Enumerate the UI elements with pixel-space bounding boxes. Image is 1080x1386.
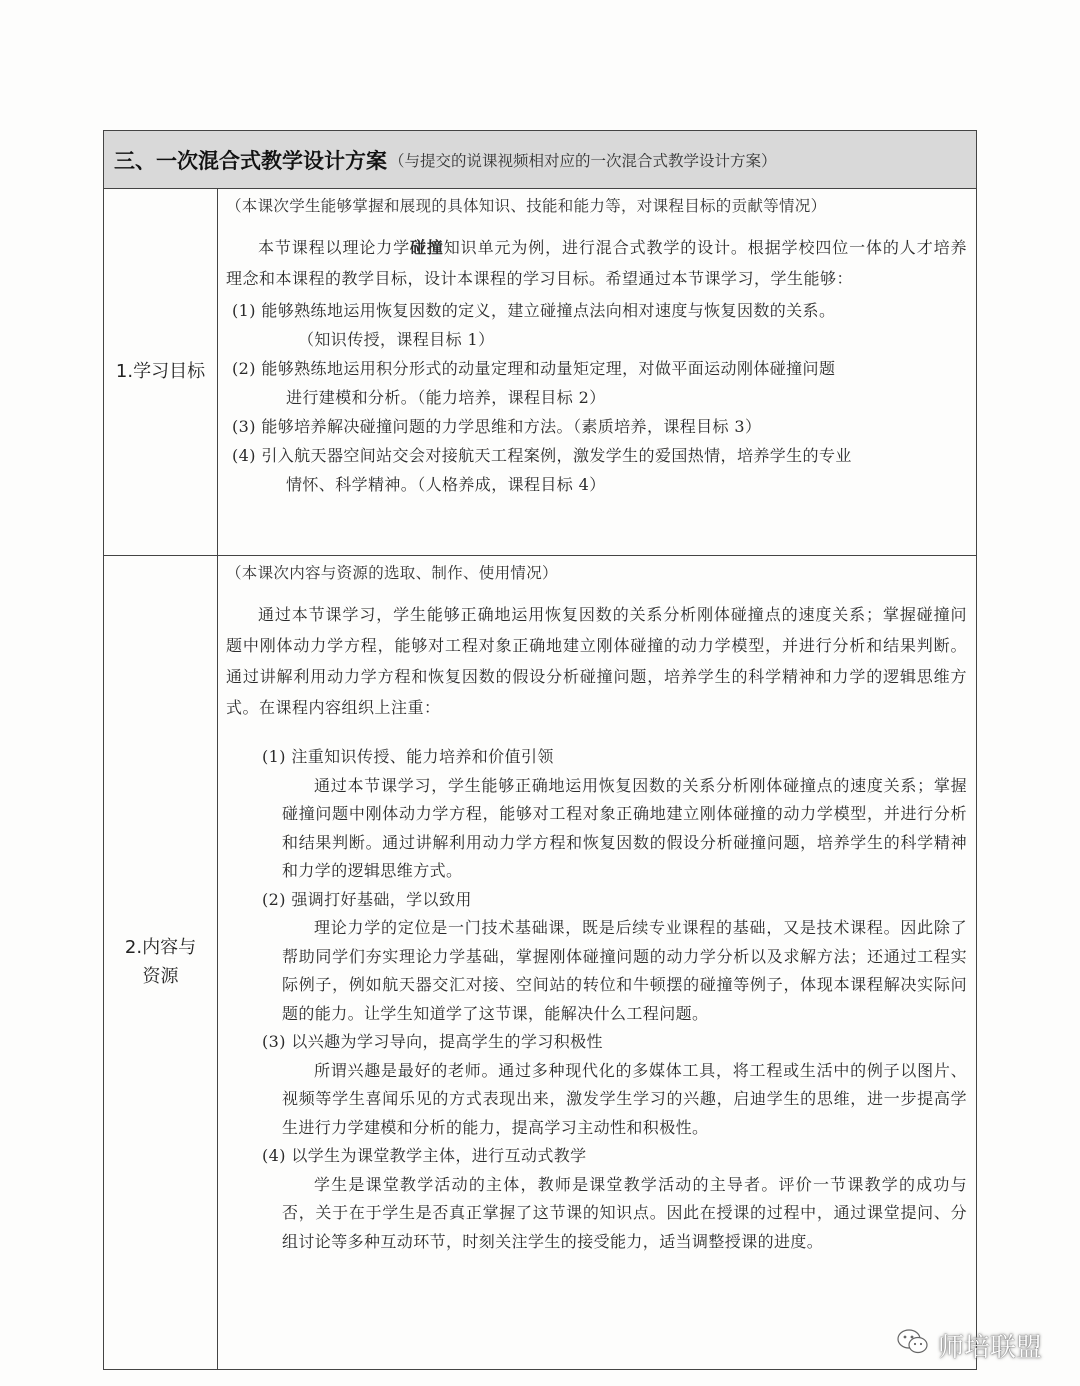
row-label-objectives [104, 189, 218, 555]
list-item-heading: (2) 强调打好基础，学以致用 [262, 889, 472, 909]
list-item: (4) 引入航天器空间站交会对接航天工程案例，激发学生的爱国热情，培养学生的专业 情怀、科学精神。（人格养成，课程目标 4） [232, 446, 852, 494]
list-item-body: 学生是课堂教学活动的主体，教师是课堂教学活动的主导者。评价一节课教学的成功与否，关于在于学生是否真正掌握了这节课的知识点。因此在授课的过程中，通过课堂提问、分组讨论等多种互动环节，时刻关注学生的接受能力，适当调整授课的进度。 [282, 1174, 967, 1251]
list-item-body: 理论力学的定位是一门技术基础课，既是后续专业课程的基础，又是技术课程。因此除了帮助同学们夯实理论力学基础，掌握刚体碰撞问题的动力学分析以及求解方法；还通过工程实际例子，例如航天器交汇对接、空间站的转位和牛顿摆的碰撞等例子，体现本课程解决实际问题的能力。让学生知道学了这节课，能解决什么工程问题。 [282, 918, 967, 1023]
intro-text-post: 知识单元为例，进行混合式教学的设计。根据学校四位一体的人才培养理念和本课程的教学目标，设计本课程的学习目标。希望通过本节课学习，学生能够： [226, 238, 967, 288]
watermark-text: 师培联盟 [937, 1333, 1042, 1363]
section-title: 三、一次混合式教学设计方案 [114, 148, 387, 173]
content-label: 2.内容与 资源 [124, 936, 197, 987]
list-item: (3) 能够培养解决碰撞问题的力学思维和方法。（素质培养，课程目标 3） [232, 417, 762, 436]
intro-text-pre: 本节课程以理论力学 [258, 238, 411, 257]
objectives-note: （本课次学生能够掌握和展现的具体知识、技能和能力等，对课程目标的贡献等情况） [226, 197, 827, 215]
design-table [103, 130, 977, 1370]
list-item-body: 通过本节课学习，学生能够正确地运用恢复因数的关系分析刚体碰撞点的速度关系；掌握碰撞问题中刚体动力学方程，能够对工程对象正确地建立刚体碰撞的动力学模型，并进行分析和结果判断。通过讲解利用动力学方程和恢复因数的假设分析碰撞问题，培养学生的科学精神和力学的逻辑思维方式。 [282, 775, 967, 880]
objectives-intro [226, 232, 967, 294]
row-learning-objectives [104, 189, 976, 556]
row-content-resources [104, 556, 976, 1369]
row-label-content [104, 556, 218, 1369]
list-item-heading: (4) 以学生为课堂教学主体，进行互动式教学 [262, 1146, 587, 1165]
objectives-list [226, 296, 967, 499]
content-intro: 通过本节课学习，学生能够正确地运用恢复因数的关系分析刚体碰撞点的速度关系；掌握碰撞问题中刚体动力学方程，能够对工程对象正确地建立刚体碰撞的动力学模型，并进行分析和结果判断。通过讲解利用动力学方程和恢复因数的假设分析碰撞问题，培养学生的科学精神和力学的逻辑思维方式。在课程内容组织上注重： [226, 605, 967, 717]
content-resources-content [218, 556, 976, 1369]
wechat-icon [896, 1327, 930, 1364]
watermark [896, 1327, 1042, 1364]
objectives-label: 1.学习目标 [115, 360, 206, 382]
list-item-heading: (3) 以兴趣为学习导向，提高学生的学习积极性 [262, 1032, 603, 1051]
list-item: (1) 能够熟练地运用恢复因数的定义，建立碰撞点法向相对速度与恢复因数的关系。 （知识传授，课程目标 1） [232, 301, 836, 349]
content-note: （本课次内容与资源的选取、制作、使用情况） [226, 564, 558, 582]
content-list [226, 743, 967, 1256]
objectives-content [218, 189, 976, 555]
list-item-heading: (1) 注重知识传授、能力培养和价值引领 [262, 747, 554, 766]
list-item: (2) 能够熟练地运用积分形式的动量定理和动量矩定理，对做平面运动刚体碰撞问题 进行建模和分析。（能力培养，课程目标 2） [232, 359, 836, 407]
intro-text-bold: 碰撞 [410, 238, 444, 257]
section-subtitle: （与提交的说课视频相对应的一次混合式教学设计方案） [389, 151, 777, 170]
list-item-body: 所谓兴趣是最好的老师。通过多种现代化的多媒体工具，将工程或生活中的例子以图片、视频等学生喜闻乐见的方式表现出来，激发学生学习的兴趣，启迪学生的思维，进一步提高学生进行力学建模和分析的能力，提高学习主动性和积极性。 [282, 1060, 967, 1137]
table-header [104, 131, 976, 189]
